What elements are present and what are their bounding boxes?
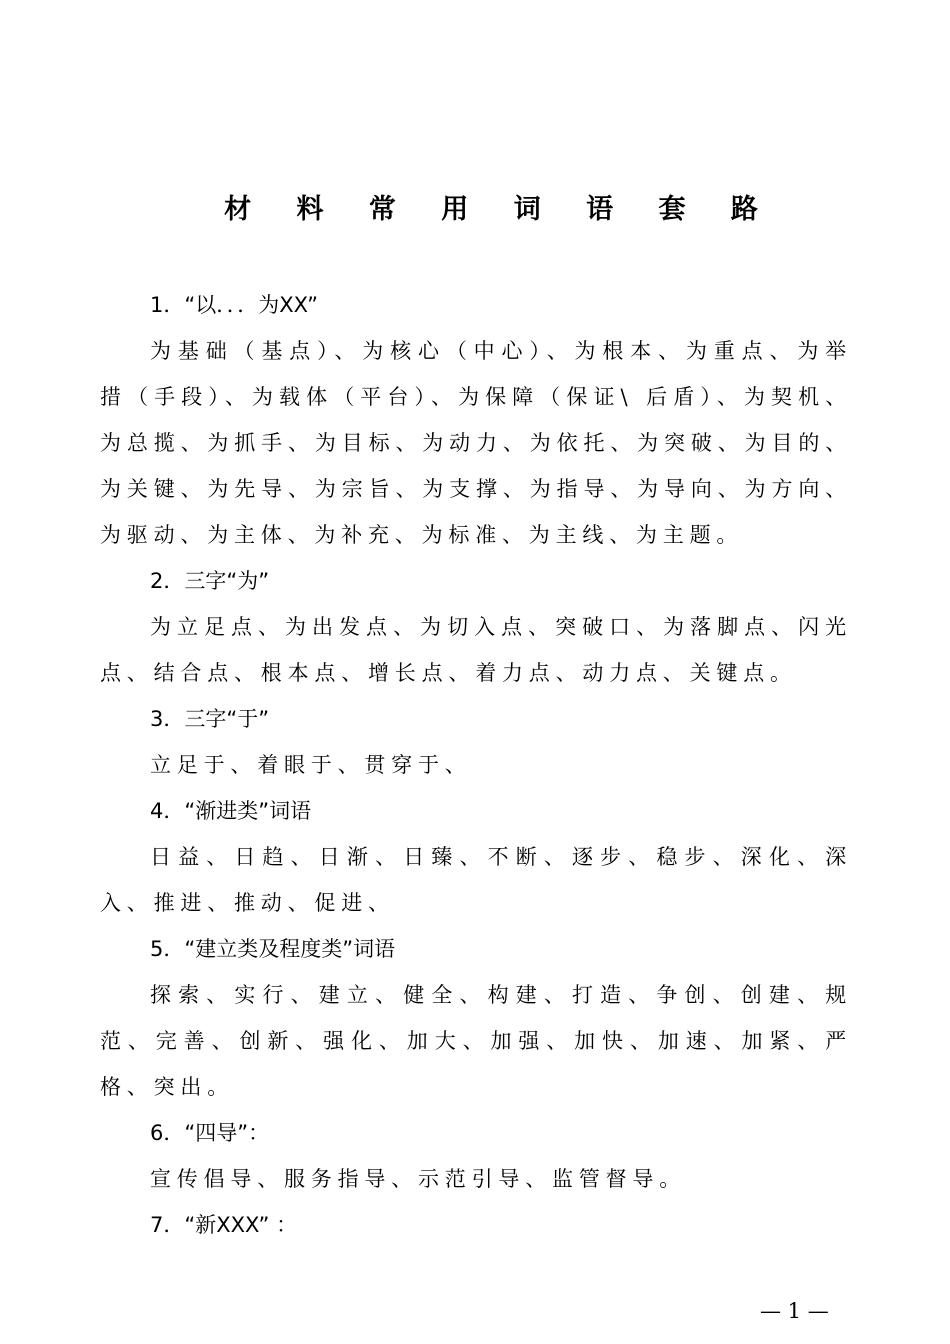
section-heading-1: 1．“以．．．为XX” [150, 293, 319, 317]
section-heading-5: 5．“建立类及程度类”词语 [150, 937, 396, 961]
section-text-4: 日益、日趋、日渐、日臻、不断、逐步、稳步、深化、深入、推进、推动、促进、 [100, 845, 852, 915]
section-heading-6: 6．“四导”： [150, 1121, 270, 1145]
section-text-5: 探索、实行、建立、健全、构建、打造、争创、创建、规范、完善、创新、强化、加大、加强、加快、加速、加紧、严格、突出。 [100, 983, 852, 1099]
section-heading-4: 4．“渐进类”词语 [150, 799, 312, 823]
section-heading-3: 3．三字“于” [150, 707, 270, 731]
section-text-2: 为立足点、为出发点、为切入点、突破口、为落脚点、闪光点、结合点、根本点、增长点、着力点、动力点、关键点。 [100, 615, 852, 685]
section-text-1: 为基础（基点）、为核心（中心）、为根本、为重点、为举措（手段）、为载体（平台）、为保障（保证\ 后盾）、为契机、为总揽、为抓手、为目标、为动力、为依托、为突破、为目的、为关键、为先导、为宗旨、为支撑、为指导、为导向、为方向、为驱动、为主体、为补充、为标准、为主线、为主题。 [100, 339, 852, 547]
document-body [100, 282, 852, 1248]
section-heading-7: 7．“新XXX” ： [150, 1213, 298, 1237]
page-number: — 1 — [760, 1299, 829, 1323]
section-heading-2: 2．三字“为” [150, 569, 270, 593]
document-title: 材 料 常 用 词 语 套 路 [224, 194, 776, 225]
section-text-6: 宣传倡导、服务指导、示范引导、监管督导。 [150, 1167, 686, 1191]
section-text-3: 立足于、着眼于、贯穿于、 [150, 753, 472, 777]
